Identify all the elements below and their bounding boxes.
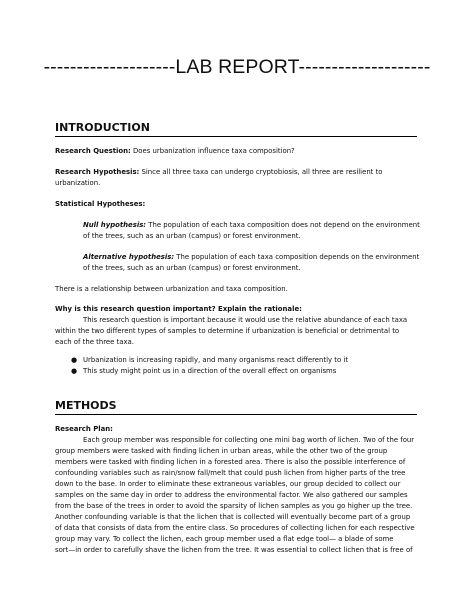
relationship-statement: There is a relationship between urbanization and taxa composition. (55, 285, 288, 293)
null-hypothesis (83, 220, 425, 231)
alternative-hypothesis-text: The population of each taxa composition depends on the environment (174, 253, 420, 261)
why-line-1: This research question is important because it would use the relative abundance of each taxa (83, 316, 408, 324)
why-line-3: each of the three taxa. (55, 338, 134, 346)
research-hypothesis-label: Research Hypothesis: (55, 168, 140, 176)
methods-paragraph-line: of data that consists of data from the entire class. So procedures of collecting lichen for each respective (55, 524, 415, 532)
introduction-rule (55, 136, 417, 137)
bullet-item-2: This study might point us in a direction of the overall effect on organisms (83, 367, 337, 375)
alternative-hypothesis-label: Alternative hypothesis: (83, 253, 175, 261)
methods-paragraph-line: down to the base. In order to eliminate these extraneous variables, our group decided to collect our (55, 480, 401, 488)
report-title: --------------------LAB REPORT-------------------- (43, 56, 431, 78)
methods-paragraph-line: group members were tasked with finding lichen in urban areas, while the other two of the group (55, 447, 388, 455)
research-question (55, 146, 425, 157)
methods-paragraph-line: sort—in order to carefully shave the lichen from the tree. It was essential to collect lichen that is free of (55, 546, 413, 554)
methods-paragraph-line: confounding variables such as rain/snow fall/melt that could push lichen from higher parts of the tree (55, 469, 406, 477)
bullet-icon: ● (71, 356, 78, 364)
statistical-hypotheses-heading: Statistical Hypotheses: (55, 200, 146, 208)
research-plan-heading: Research Plan: (55, 425, 113, 433)
methods-paragraph-line: Another confounding variable is that the lichen that is collected will eventually become part of a group (55, 513, 411, 521)
methods-rule (55, 414, 417, 415)
why-heading: Why is this research question important? Explain the rationale: (55, 305, 302, 313)
methods-paragraph-line: from the base of the trees in order to avoid the sparsity of lichen samples as you go higher up the tree. (55, 502, 413, 510)
null-hypothesis-text: The population of each taxa composition does not depend on the environment (146, 221, 420, 229)
methods-paragraph-line: members were tasked with finding lichen in a forested area. There is also the possible interference of (55, 458, 406, 466)
research-hypothesis-line2: urbanization. (55, 179, 101, 187)
alternative-hypothesis-line2: of the trees, such as an urban (campus) or forest environment. (83, 264, 301, 272)
research-hypothesis-text: Since all three taxa can undergo cryptobiosis, all three are resilient to (139, 168, 383, 176)
alternative-hypothesis (83, 252, 425, 263)
research-hypothesis (55, 167, 425, 178)
methods-paragraph-line: samples on the same day in order to address the environmental factor. We also gathered our samples (55, 491, 408, 499)
null-hypothesis-label: Null hypothesis: (83, 221, 147, 229)
research-question-label: Research Question: (55, 147, 131, 155)
methods-paragraph-line: group may vary. To collect the lichen, each group member used a flat edge tool— a blade of some (55, 535, 394, 543)
why-line-2: within the two different types of samples to determine if urbanization is beneficial or detrimental to (55, 327, 400, 335)
methods-heading: METHODS (55, 399, 117, 412)
bullet-icon: ● (71, 367, 78, 375)
bullet-item-1: Urbanization is increasing rapidly, and many organisms react differently to it (83, 356, 349, 364)
methods-paragraph-line: Each group member was responsible for collecting one mini bag worth of lichen. Two of the four (83, 436, 415, 444)
research-question-text: Does urbanization influence taxa composition? (130, 147, 295, 155)
introduction-heading: INTRODUCTION (55, 121, 150, 134)
null-hypothesis-line2: of the trees, such as an urban (campus) or forest environment. (83, 232, 301, 240)
